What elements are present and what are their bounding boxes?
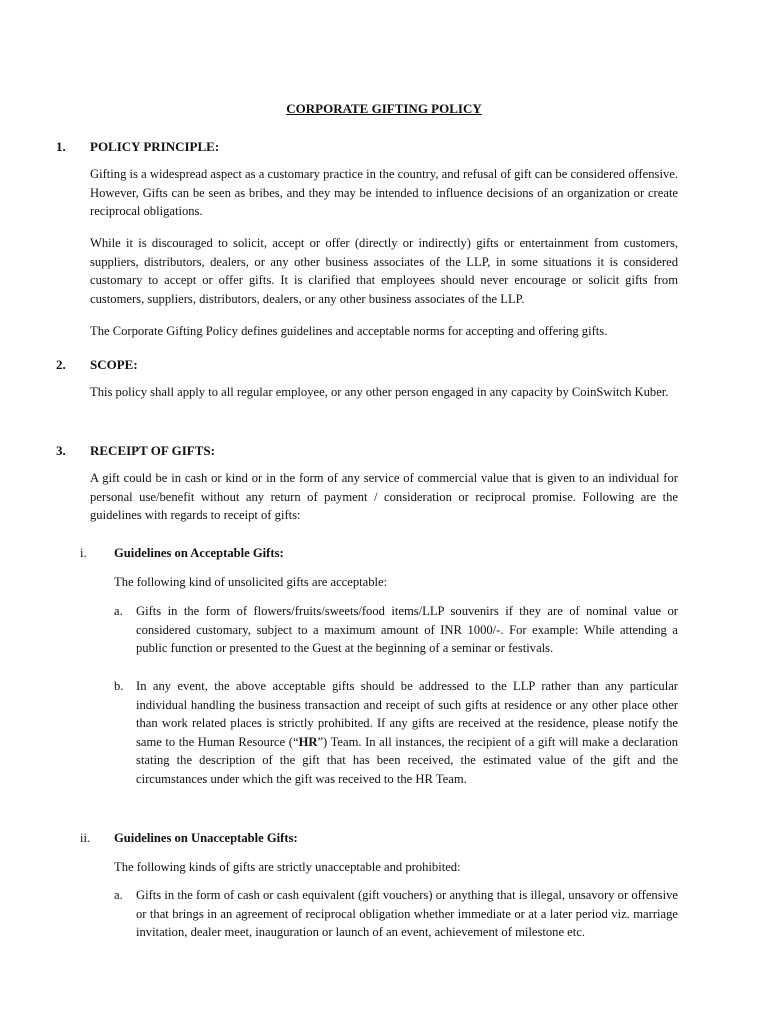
section-title: POLICY PRINCIPLE: bbox=[90, 139, 220, 154]
list-item bbox=[114, 602, 678, 658]
section-title: SCOPE: bbox=[90, 357, 138, 372]
list-item-text bbox=[136, 677, 678, 789]
paragraph: Gifting is a widespread aspect as a customary practice in the country, and refusal of gift can be considered offensive. However, Gifts can be seen as bribes, and they may be intended to influence decisions of an organization or create reciprocal obligations. bbox=[90, 167, 678, 219]
section-3-heading bbox=[56, 443, 215, 459]
subsection-intro: The following kind of unsolicited gifts are acceptable: bbox=[114, 575, 388, 589]
list-item-label: a. bbox=[114, 888, 123, 902]
hr-abbreviation: HR bbox=[298, 734, 318, 749]
paragraph: A gift could be in cash or kind or in the form of any service of commercial value that is given to an individual for personal use/benefit without any return of payment / consideration or reciprocal promise. Following are the guidelines with regards to receipt of gifts: bbox=[90, 471, 678, 523]
section-2-heading bbox=[56, 357, 138, 373]
list-item-label: a. bbox=[114, 604, 123, 618]
subsection-ii-heading bbox=[80, 831, 298, 846]
subsection-title: Guidelines on Unacceptable Gifts: bbox=[114, 831, 298, 845]
subsection-title: Guidelines on Acceptable Gifts: bbox=[114, 546, 284, 560]
section-title: RECEIPT OF GIFTS: bbox=[90, 443, 215, 458]
section-number: 1. bbox=[56, 139, 66, 154]
paragraph: While it is discouraged to solicit, accept or offer (directly or indirectly) gifts or entertainment from customers, suppliers, distributors, dealers, or any other business associates of the LLP, in some situations it is considered customary to accept or offer gifts. It is clarified that employees should never encourage or solicit gifts from customers, suppliers, distributors, dealers, or any other business associates of the LLP. bbox=[90, 236, 678, 306]
list-item-text: Gifts in the form of flowers/fruits/sweets/food items/LLP souvenirs if they are of nominal value or considered customary, subject to a maximum amount of INR 1000/-. For example: While attending a public function or presented to the Guest at the beginning of a seminar or festivals. bbox=[136, 604, 678, 656]
list-item-label: b. bbox=[114, 679, 124, 693]
list-item-text-part: In any event, the above acceptable gifts should be addressed to the LLP rather than any particular individual handling the business transaction and receipt of such gifts at residence or any other place other than work related places is strictly prohibited. If any gifts are received at the residence, please notify the same to the Human Resource (“ bbox=[136, 679, 678, 749]
subsection-intro: The following kinds of gifts are strictly unacceptable and prohibited: bbox=[114, 860, 461, 874]
section-number: 3. bbox=[56, 443, 66, 458]
section-number: 2. bbox=[56, 357, 66, 372]
list-item bbox=[114, 677, 678, 789]
subsection-number: i. bbox=[80, 546, 87, 560]
list-item-text-part: ”) Team. In all instances, the recipient of a gift will make a declaration stating the description of the gift that has been received, the estimated value of the gift and the circumstances under which the gift was received to the HR Team. bbox=[136, 734, 679, 786]
page-title: CORPORATE GIFTING POLICY bbox=[286, 101, 482, 116]
subsection-i-heading bbox=[80, 546, 284, 561]
paragraph: This policy shall apply to all regular employee, or any other person engaged in any capacity by CoinSwitch Kuber. bbox=[90, 385, 669, 399]
list-item-text: Gifts in the form of cash or cash equivalent (gift vouchers) or anything that is illegal, unsavory or offensive or that brings in an agreement of reciprocal obligation whether immediate or at a later period viz. marriage invitation, dealer meet, inauguration or launch of an event, achievement of milestone etc. bbox=[136, 888, 678, 940]
subsection-number: ii. bbox=[80, 831, 91, 845]
paragraph: The Corporate Gifting Policy defines guidelines and acceptable norms for accepting and offering gifts. bbox=[90, 324, 608, 338]
section-1-heading bbox=[56, 139, 219, 155]
list-item bbox=[114, 886, 678, 942]
